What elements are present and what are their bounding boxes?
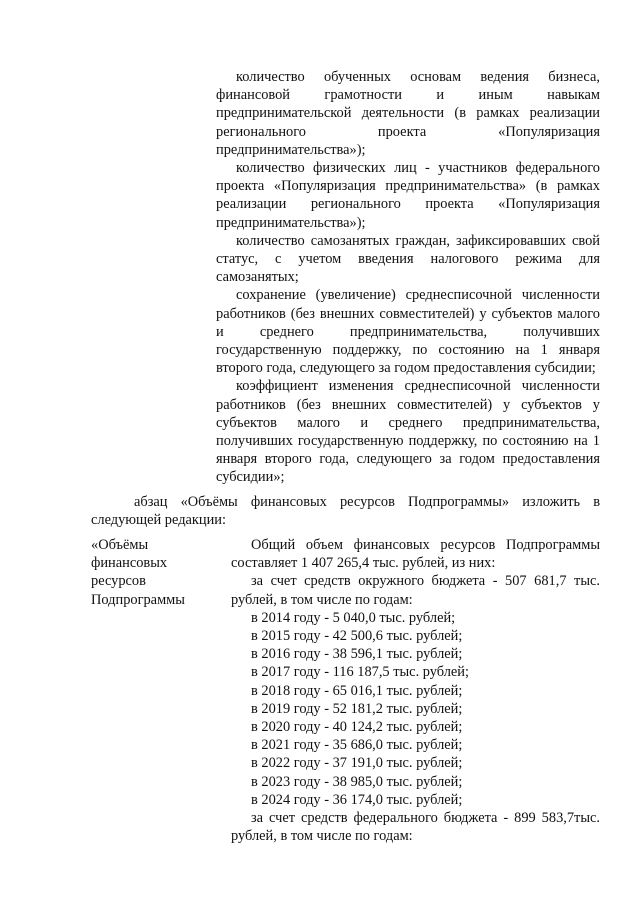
passport-row-label bbox=[91, 536, 221, 609]
year-line: в 2016 году - 38 596,1 тыс. рублей; bbox=[251, 646, 463, 663]
federal-budget-funding: за счет средств федерального бюджета - 899 583,7тыс. рублей, в том числе по годам: bbox=[231, 810, 600, 845]
year-line: в 2020 году - 40 124,2 тыс. рублей; bbox=[251, 719, 463, 736]
label-line: ресурсов bbox=[91, 573, 146, 590]
year-line: в 2024 году - 36 174,0 тыс. рублей; bbox=[251, 791, 463, 808]
label-line: финансовых bbox=[91, 555, 168, 572]
passport-row-value bbox=[231, 536, 600, 845]
indicator-item: коэффициент изменения среднесписочной численности работников (без внешних совместителей) у субъектов у субъектов малого и среднего предпринимательства, получивших государственную поддержку, по состоянию на 1 января второго года, следующего за годом предоставления субсидии»; bbox=[216, 378, 600, 486]
year-line: в 2017 году - 116 187,5 тыс. рублей; bbox=[251, 664, 470, 681]
indicator-item: сохранение (увеличение) среднесписочной численности работников (без внешних совместителей) у субъектов малого и среднего предпринимательства, получивших государственную поддержку, по состоянию на 1 января второго года, следующего за годом предоставления субсидии; bbox=[216, 287, 600, 377]
year-line: в 2019 году - 52 181,2 тыс. рублей; bbox=[251, 700, 463, 717]
total-funding: Общий объем финансовых ресурсов Подпрограммы составляет 1 407 265,4 тыс. рублей, из них: bbox=[231, 537, 600, 572]
year-line: в 2018 году - 65 016,1 тыс. рублей; bbox=[251, 682, 463, 699]
year-line: в 2015 году - 42 500,6 тыс. рублей; bbox=[251, 628, 463, 645]
okrug-budget-funding: за счет средств окружного бюджета - 507 681,7 тыс. рублей, в том числе по годам: bbox=[231, 573, 600, 608]
label-line: «Объёмы bbox=[91, 537, 149, 553]
year-line: в 2022 году - 37 191,0 тыс. рублей; bbox=[251, 755, 463, 772]
indicators-list bbox=[216, 68, 600, 487]
indicator-item: количество физических лиц - участников федерального проекта «Популяризация предпринимательства» (в рамках реализации регионального проекта «Популяризация предпринимательства»); bbox=[216, 160, 600, 231]
year-line: в 2021 году - 35 686,0 тыс. рублей; bbox=[251, 737, 463, 754]
label-line: Подпрограммы bbox=[91, 591, 185, 608]
year-line: в 2014 году - 5 040,0 тыс. рублей; bbox=[251, 609, 456, 626]
indicator-item: количество самозанятых граждан, зафиксировавших свой статус, с учетом введения налогового режима для самозанятых; bbox=[216, 232, 600, 286]
indicator-item: количество обученных основам ведения бизнеса, финансовой грамотности и иным навыкам предпринимательской деятельности (в рамках реализации регионального проекта «Популяризация предпринимательства»); bbox=[216, 69, 600, 158]
year-line: в 2023 году - 38 985,0 тыс. рублей; bbox=[251, 773, 463, 790]
amendment-paragraph: абзац «Объёмы финансовых ресурсов Подпрограммы» изложить в следующей редакции: bbox=[91, 494, 600, 529]
